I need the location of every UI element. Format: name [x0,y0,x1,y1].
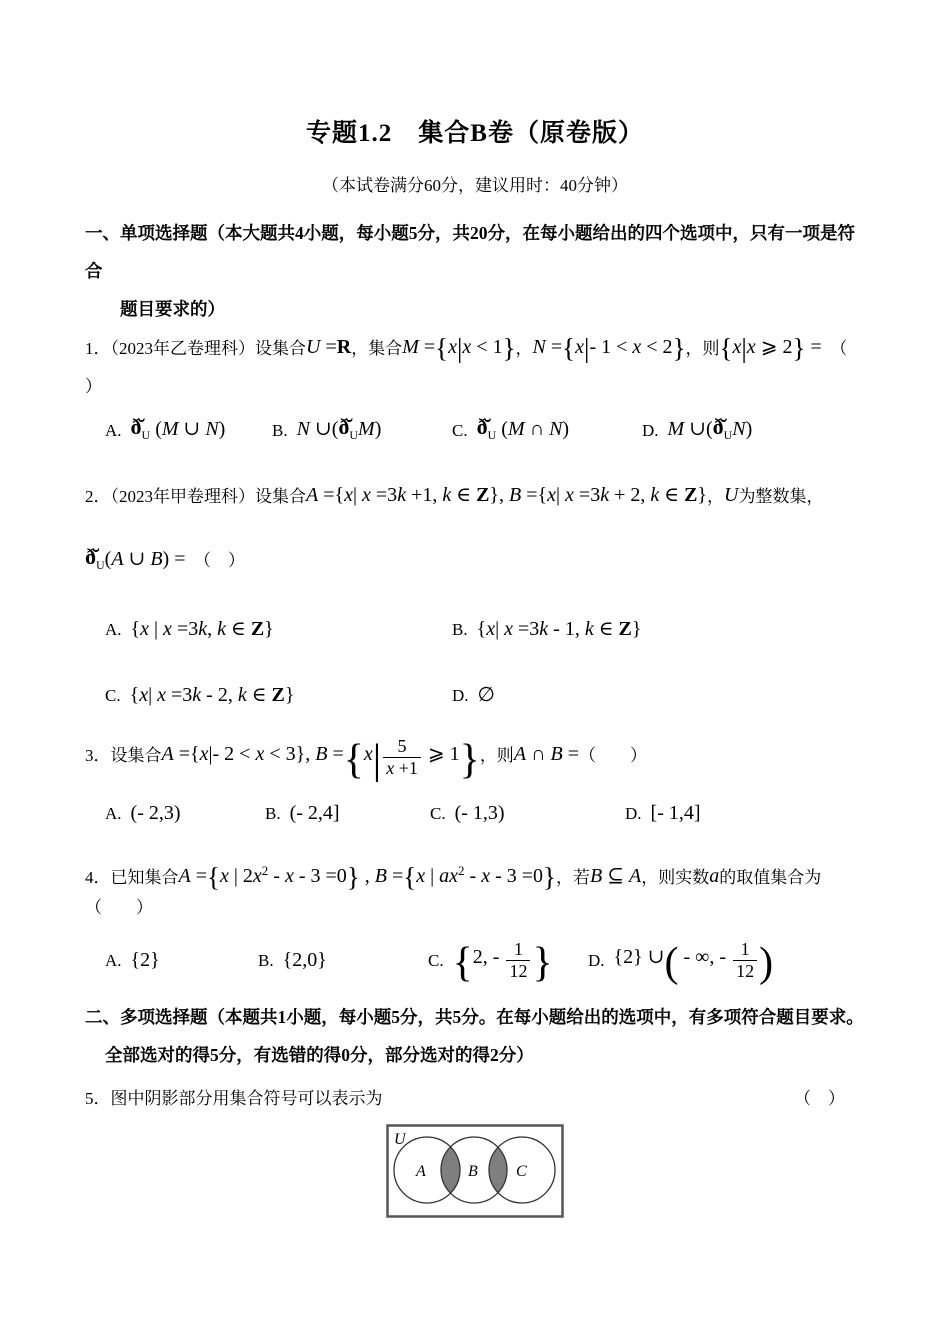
question-2-options-row1 [85,614,865,646]
option-label: B. [272,421,288,440]
question-5-stem [85,1084,865,1114]
option-formula: (- 2,4] [289,802,340,825]
option-label: B. [452,620,468,639]
option-formula: (- 1,3) [454,802,505,825]
option-label: D. [625,804,642,824]
option-label: C. [428,950,444,970]
option-label: A. [105,950,122,970]
option-formula: $ð̆_U$ (M ∩ N) [476,414,570,442]
option-formula: {2, - $\frac{1}{12}$ } [452,939,553,987]
option-label: A. [105,620,122,639]
option-label: D. [642,421,659,440]
option-formula: (- 2,3) [130,802,181,825]
question-1-option-b [272,412,452,450]
question-2-option-a [105,614,452,646]
option-formula: N $\cup(ð̆_UM)$ [296,414,382,442]
venn-label-a: A [416,1162,426,1180]
question-2-stem-continued: $ð̆_U(A$ ∪ B) = （ ） [85,544,245,572]
question-5-text: 5．图中阴影部分用集合符号可以表示为 [85,1088,383,1108]
section-1-heading [85,214,865,328]
question-1-option-a [105,412,272,450]
question-3-option-c [430,798,625,830]
option-formula: {x| x =3k - 1, k ∈ Z} [476,618,642,640]
option-label: A. [105,421,122,440]
venn-label-b: B [468,1162,478,1180]
option-formula: {2,0} [282,948,327,971]
question-2-stem: 2．（2023年甲卷理科）设集合A ={x| x =3k +1, k ∈ Z}, B ={x| x =3k + 2, k ∈ Z}，U为整数集， [85,484,824,506]
option-label: D. [588,950,605,970]
venn-label-c: C [516,1162,527,1180]
option-formula: [- 1,4] [650,802,701,825]
page-title: 专题1.2 集合B卷（原卷版） [306,120,644,147]
option-label: C. [452,421,468,440]
venn-diagram [386,1124,564,1218]
question-3-options [85,798,865,830]
option-formula: {x | x =3k, k ∈ Z} [130,618,274,640]
section-2-heading-line2: 全部选对的得5分，有选错的得0分，部分选对的得2分） [105,1044,534,1065]
option-formula: {2} ∪( - ∞, - $\frac{1}{12}$ ) [613,939,774,987]
question-4-option-d [588,939,774,987]
question-2-option-d [452,680,495,712]
option-label: C. [105,686,121,705]
section-1-heading-line1: 一、单项选择题（本大题共4小题，每小题5分，共20分，在每小题给出的四个选项中，只有一项是符合 [85,223,855,281]
option-label: C. [430,804,446,824]
section-2-heading-line1: 二、多项选择题（本题共1小题，每小题5分，共5分。在每小题给出的选项中，有多项符合题目要求。 [85,1006,864,1027]
question-1-options [85,412,865,450]
option-formula: $ð̆_U$ (M ∪ N) [130,414,226,442]
question-1-stem: 1．（2023年乙卷理科）设集合U =R，集合M ={x|x < 1}，N ={x|- 1 < x < 2}，则{x|x ⩾ 2} = （ [85,333,848,363]
option-label: B. [265,804,281,824]
venn-label-u: U [394,1130,406,1148]
option-label: D. [452,686,469,705]
section-2-heading [85,998,865,1074]
question-1-option-d [642,412,752,450]
question-4-stem: 4．已知集合A ={x | $2x^2 - x - 3 =0$} , B ={x | $ax^2 - x - 3 =0$}，若B ⊆ A，则实数a的取值集合为（ ） [85,862,822,918]
option-label: B. [258,950,274,970]
question-2-option-c [105,680,452,712]
question-4-option-c [428,939,588,987]
question-5-answer-paren: （ ） [794,1088,845,1108]
option-label: A. [105,804,122,824]
question-2-option-b [452,614,642,646]
option-formula: {2} [130,948,160,971]
question-3-option-d [625,798,701,830]
question-2-options-row2 [85,680,865,712]
question-4-options [85,939,865,987]
section-1-heading-line2: 题目要求的） [120,299,225,319]
question-4-option-b [258,945,428,977]
question-3-option-b [265,798,430,830]
question-1-option-c [452,412,642,450]
question-3-option-a [105,798,265,830]
option-formula: ∅ [477,684,495,706]
option-formula: M $\cup(ð̆_UN)$ [667,414,753,442]
exam-subtitle: （本试卷满分60分，建议用时：40分钟） [322,176,628,195]
question-3-stem: 3．设集合A ={x|- 2 < x < 3}, B ={x| $\frac{5}{x +1}$ ⩾ 1}，则A ∩ B =（ ） [85,736,647,784]
question-1-stem-continued: ） [85,377,102,396]
option-formula: {x| x =3k - 2, k ∈ Z} [129,684,295,706]
question-4-option-a [105,945,258,977]
